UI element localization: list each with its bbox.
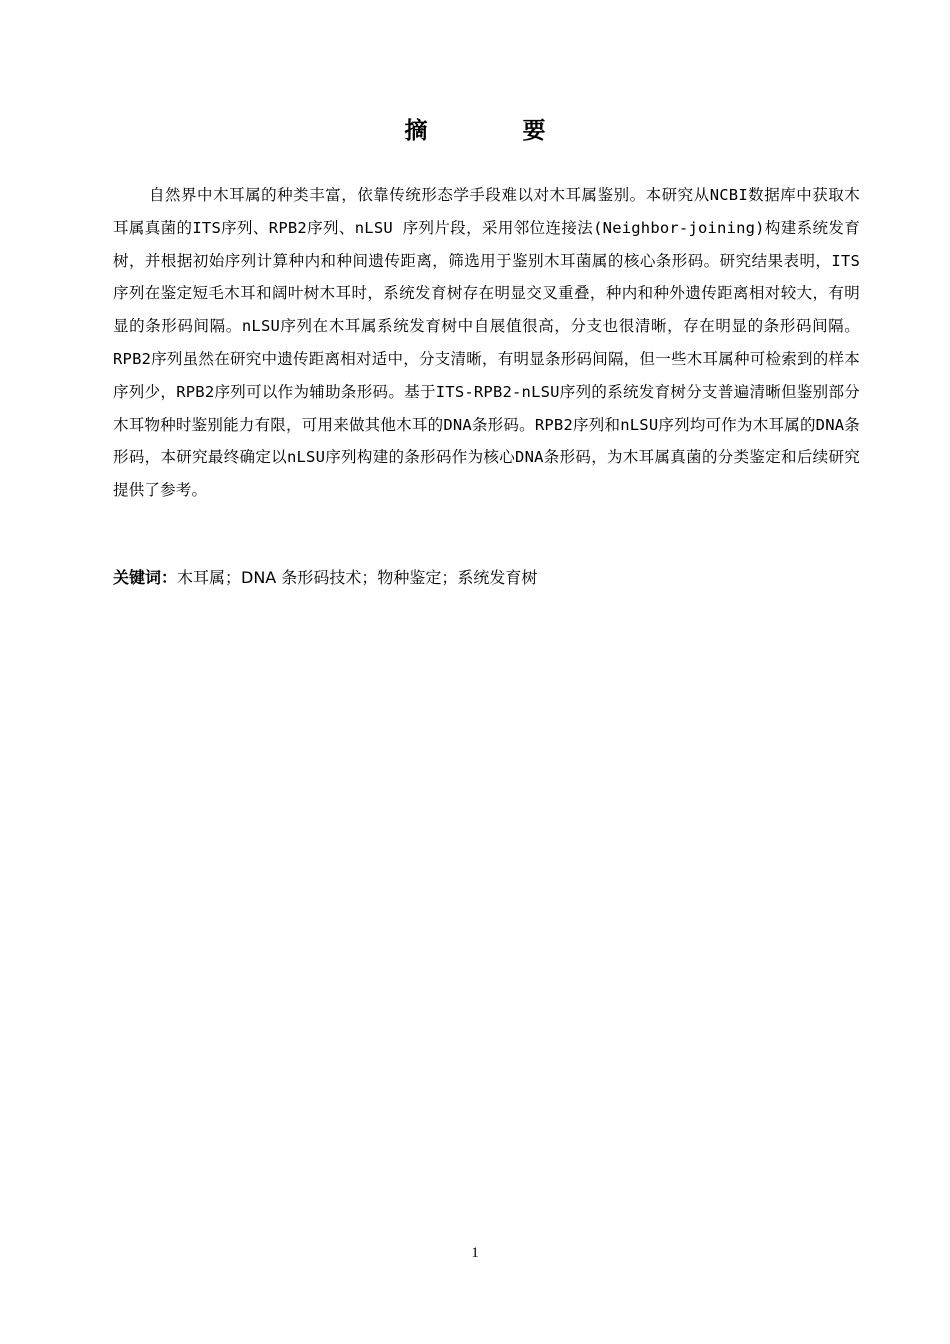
keywords-line bbox=[113, 563, 860, 593]
abstract-title: 摘 要 bbox=[404, 118, 582, 144]
abstract-paragraph: 自然界中木耳属的种类丰富，依靠传统形态学手段难以对木耳属鉴别。本研究从NCBI数据库中获取木耳属真菌的ITS序列、RPB2序列、nLSU 序列片段，采用邻位连接法(Neighbor-joining)构建系统发育树，并根据初始序列计算种内和种间遗传距离，筛选用于鉴别木耳菌属的核心条形码。研究结果表明，ITS序列在鉴定短毛木耳和阔叶树木耳时，系统发育树存在明显交叉重叠，种内和种外遗传距离相对较大，有明显的条形码间隔。nLSU序列在木耳属系统发育树中自展值很高，分支也很清晰，存在明显的条形码间隔。RPB2序列虽然在研究中遗传距离相对适中，分支清晰，有明显条形码间隔，但一些木耳属种可检索到的样本序列少，RPB2序列可以作为辅助条形码。基于ITS-RPB2-nLSU序列的系统发育树分支普遍清晰但鉴别部分木耳物种时鉴别能力有限，可用来做其他木耳的DNA条形码。RPB2序列和nLSU序列均可作为木耳属的DNA条形码，本研究最终确定以nLSU序列构建的条形码作为核心DNA条形码，为木耳属真菌的分类鉴定和后续研究提供了参考。 bbox=[113, 186, 860, 500]
keywords-text: 木耳属；DNA 条形码技术；物种鉴定；系统发育树 bbox=[177, 568, 538, 587]
page-number: 1 bbox=[471, 1245, 479, 1261]
keywords-label: 关键词： bbox=[113, 568, 178, 587]
